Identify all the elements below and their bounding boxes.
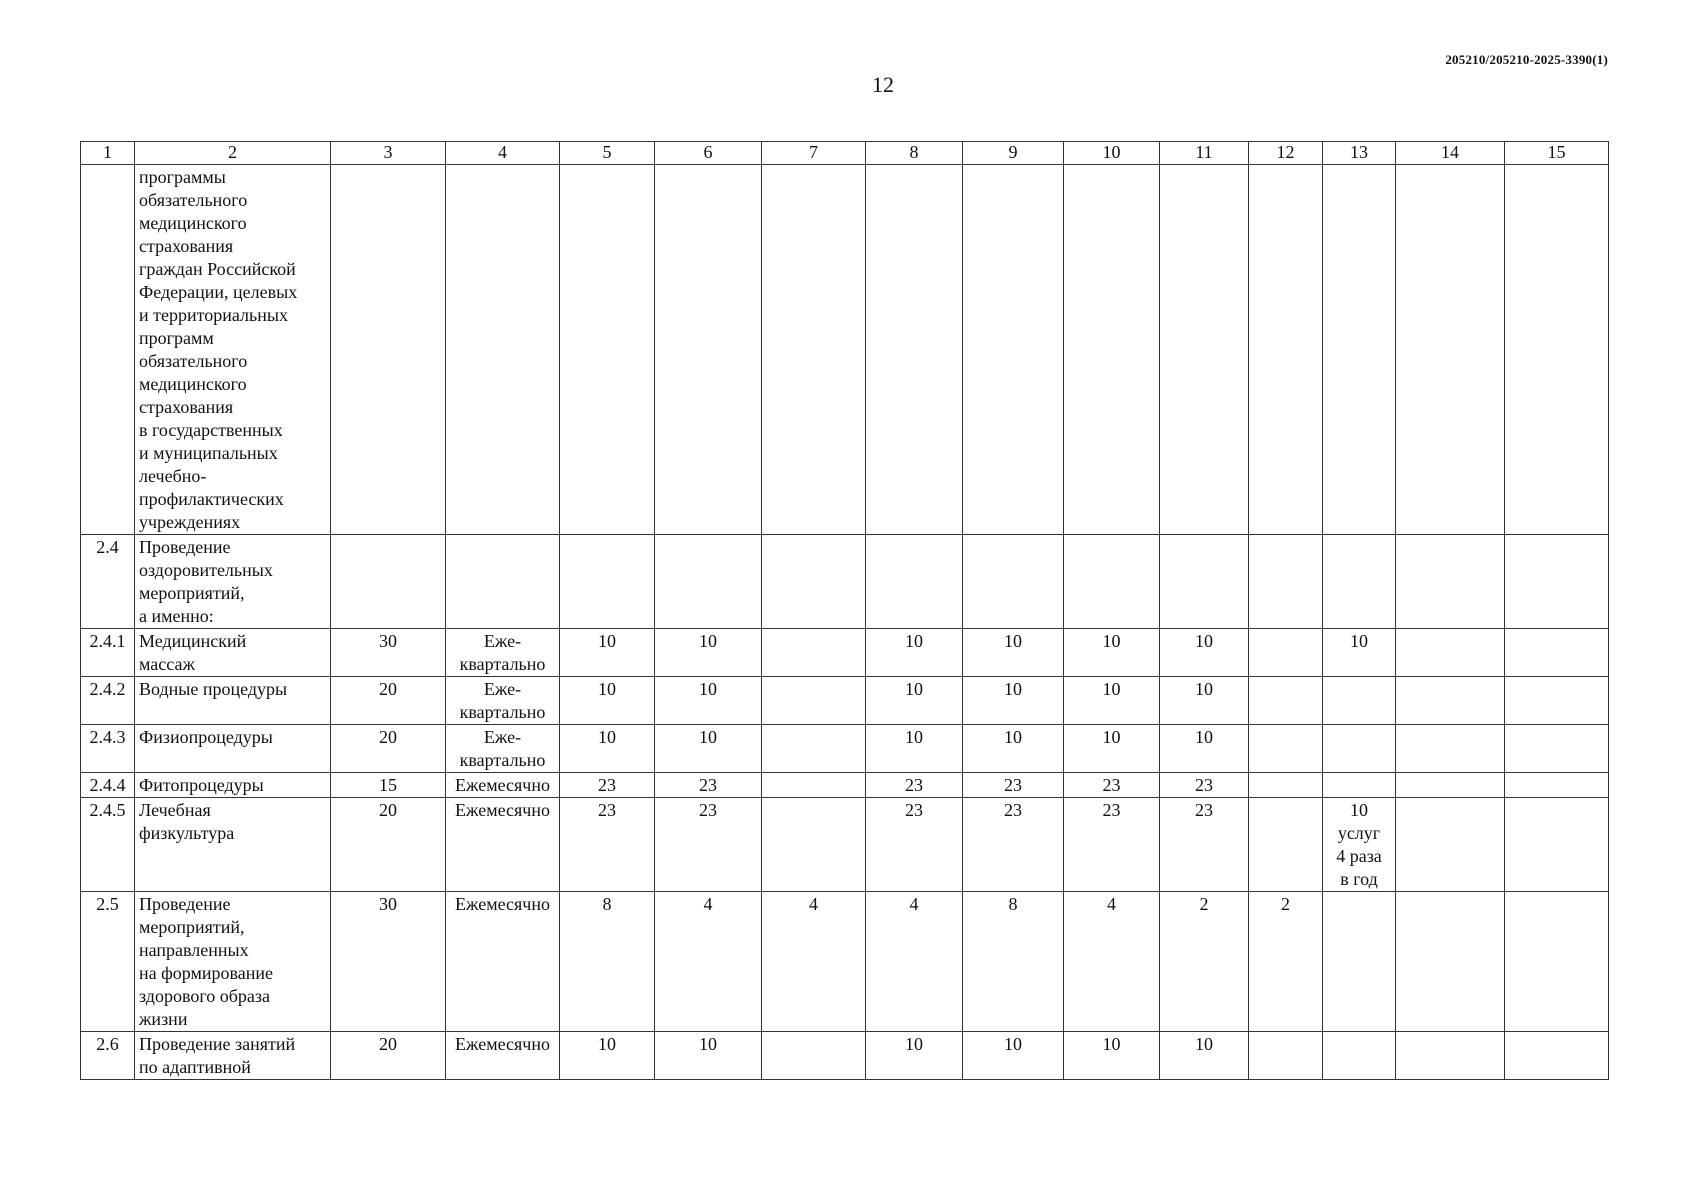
- quantity-cell: 30: [331, 629, 446, 677]
- table-row: [81, 1032, 1609, 1080]
- value-cell-c8: 23: [866, 773, 963, 798]
- value-cell-c15: [1505, 773, 1609, 798]
- value-line-c13: 4 раза: [1336, 846, 1382, 866]
- table-row: [81, 677, 1609, 725]
- value-cell-c8: [866, 165, 963, 535]
- value-cell-c15: [1505, 1032, 1609, 1080]
- table-row: [81, 798, 1609, 892]
- value-cell-c11: 10: [1160, 677, 1249, 725]
- row-name-line: Федерации, целевых: [139, 282, 298, 302]
- row-name-line: Проведение: [139, 537, 231, 557]
- value-cell-c8: 10: [866, 1032, 963, 1080]
- value-cell-c14: [1396, 629, 1505, 677]
- value-cell-c13: [1323, 892, 1396, 1032]
- column-header-2: 2: [135, 142, 331, 165]
- row-name-line: программы: [139, 167, 226, 187]
- value-cell-c10: 4: [1064, 892, 1160, 1032]
- frequency-cell: [446, 165, 560, 535]
- services-table: [80, 141, 1609, 1080]
- row-name-line: обязательного: [139, 190, 248, 210]
- value-cell-c10: [1064, 535, 1160, 629]
- row-name-cell: [135, 535, 331, 629]
- row-name-line: медицинского: [139, 374, 247, 394]
- column-header-5: 5: [560, 142, 655, 165]
- row-code-cell: 2.4.5: [81, 798, 135, 892]
- value-cell-c6: 23: [655, 773, 762, 798]
- value-cell-c6: [655, 535, 762, 629]
- column-header-3: 3: [331, 142, 446, 165]
- header-row: [81, 142, 1609, 165]
- row-name-line: страхования: [139, 236, 234, 256]
- value-cell-c12: [1249, 629, 1323, 677]
- value-cell-c7: [762, 1032, 866, 1080]
- row-code-cell: 2.4: [81, 535, 135, 629]
- row-name-cell: [135, 798, 331, 892]
- row-code-cell: [81, 165, 135, 535]
- row-name-line: здорового образа: [139, 986, 271, 1006]
- row-name-line: направленных: [139, 940, 249, 960]
- value-cell-c11: 23: [1160, 773, 1249, 798]
- value-cell-c13: [1323, 677, 1396, 725]
- value-cell-c11: 2: [1160, 892, 1249, 1032]
- value-cell-c7: [762, 535, 866, 629]
- table-body: [81, 165, 1609, 1080]
- value-cell-c10: 23: [1064, 798, 1160, 892]
- value-cell-c6: 10: [655, 629, 762, 677]
- row-name-line: Физиопроцедуры: [139, 727, 273, 747]
- value-cell-c14: [1396, 165, 1505, 535]
- value-cell-c7: [762, 725, 866, 773]
- row-name-cell: [135, 773, 331, 798]
- document-id: 205210/205210-2025-3390(1): [1445, 52, 1608, 67]
- value-cell-c14: [1396, 773, 1505, 798]
- table-row: [81, 892, 1609, 1032]
- frequency-line: Ежемесячно: [455, 775, 550, 795]
- value-cell-c12: [1249, 798, 1323, 892]
- row-name-line: Лечебная: [139, 800, 211, 820]
- column-header-4: 4: [446, 142, 560, 165]
- quantity-cell: 20: [331, 677, 446, 725]
- value-cell-c5: 10: [560, 629, 655, 677]
- value-cell-c15: [1505, 725, 1609, 773]
- row-name-line: страхования: [139, 397, 234, 417]
- quantity-cell: 15: [331, 773, 446, 798]
- value-cell-c7: [762, 629, 866, 677]
- value-cell-c9: 10: [963, 725, 1064, 773]
- value-cell-c14: [1396, 892, 1505, 1032]
- value-cell-c8: 10: [866, 677, 963, 725]
- quantity-cell: 30: [331, 892, 446, 1032]
- row-name-line: граждан Российской: [139, 259, 296, 279]
- column-header-14: 14: [1396, 142, 1505, 165]
- value-cell-c5: 8: [560, 892, 655, 1032]
- value-line-c13: в год: [1340, 869, 1378, 889]
- value-cell-c10: 10: [1064, 1032, 1160, 1080]
- frequency-cell: [446, 773, 560, 798]
- table-row: [81, 629, 1609, 677]
- value-cell-c14: [1396, 535, 1505, 629]
- frequency-cell: [446, 1032, 560, 1080]
- value-cell-c9: [963, 165, 1064, 535]
- row-code-cell: 2.4.2: [81, 677, 135, 725]
- frequency-cell: [446, 725, 560, 773]
- row-name-cell: [135, 725, 331, 773]
- column-header-11: 11: [1160, 142, 1249, 165]
- page-number: 12: [872, 72, 894, 97]
- value-cell-c10: 23: [1064, 773, 1160, 798]
- row-name-line: мероприятий,: [139, 583, 245, 603]
- frequency-cell: [446, 892, 560, 1032]
- column-header-9: 9: [963, 142, 1064, 165]
- frequency-line: Ежемесячно: [455, 1034, 550, 1054]
- table-row: [81, 165, 1609, 535]
- row-code-cell: 2.4.1: [81, 629, 135, 677]
- value-cell-c5: 10: [560, 1032, 655, 1080]
- frequency-line: Ежемесячно: [455, 894, 550, 914]
- value-cell-c8: 4: [866, 892, 963, 1032]
- row-name-cell: [135, 165, 331, 535]
- value-cell-c5: 10: [560, 677, 655, 725]
- value-cell-c13: [1323, 725, 1396, 773]
- row-name-line: в государственных: [139, 420, 283, 440]
- value-cell-c12: [1249, 165, 1323, 535]
- table-row: [81, 725, 1609, 773]
- row-name-line: и территориальных: [139, 305, 288, 325]
- column-header-15: 15: [1505, 142, 1609, 165]
- frequency-line: Ежемесячно: [455, 800, 550, 820]
- row-code-cell: 2.4.3: [81, 725, 135, 773]
- value-cell-c7: [762, 773, 866, 798]
- value-cell-c9: 10: [963, 629, 1064, 677]
- value-cell-c8: 10: [866, 629, 963, 677]
- value-cell-c15: [1505, 535, 1609, 629]
- value-cell-c12: [1249, 725, 1323, 773]
- value-cell-c11: 23: [1160, 798, 1249, 892]
- frequency-cell: [446, 677, 560, 725]
- value-cell-c14: [1396, 798, 1505, 892]
- value-cell-c9: 23: [963, 798, 1064, 892]
- value-cell-c11: [1160, 165, 1249, 535]
- value-cell-c11: 10: [1160, 725, 1249, 773]
- frequency-line: Еже-: [483, 679, 522, 699]
- value-cell-c13: [1323, 773, 1396, 798]
- value-line-c13: услуг: [1337, 823, 1381, 843]
- column-header-7: 7: [762, 142, 866, 165]
- frequency-line: Еже-: [483, 631, 522, 651]
- frequency-line: квартально: [459, 654, 546, 674]
- value-cell-c15: [1505, 629, 1609, 677]
- value-cell-c9: 10: [963, 677, 1064, 725]
- value-cell-c6: 10: [655, 725, 762, 773]
- table-row: [81, 535, 1609, 629]
- value-cell-c11: [1160, 535, 1249, 629]
- value-cell-c6: 10: [655, 1032, 762, 1080]
- value-cell-c7: [762, 677, 866, 725]
- row-name-line: обязательного: [139, 351, 248, 371]
- value-line-c13: 10: [1350, 631, 1368, 651]
- value-cell-c12: 2: [1249, 892, 1323, 1032]
- value-cell-c15: [1505, 892, 1609, 1032]
- row-name-cell: [135, 892, 331, 1032]
- value-cell-c9: 10: [963, 1032, 1064, 1080]
- value-cell-c13: [1323, 165, 1396, 535]
- value-cell-c8: [866, 535, 963, 629]
- frequency-line: Еже-: [483, 727, 522, 747]
- value-cell-c10: [1064, 165, 1160, 535]
- column-header-13: 13: [1323, 142, 1396, 165]
- row-name-line: программ: [139, 328, 214, 348]
- row-code-cell: 2.6: [81, 1032, 135, 1080]
- table-row: [81, 773, 1609, 798]
- frequency-line: квартально: [459, 702, 546, 722]
- row-name-cell: [135, 629, 331, 677]
- quantity-cell: 20: [331, 1032, 446, 1080]
- row-name-line: профилактических: [139, 489, 284, 509]
- row-name-line: учреждениях: [139, 512, 241, 532]
- value-cell-c13: [1323, 629, 1396, 677]
- value-cell-c5: 10: [560, 725, 655, 773]
- value-cell-c12: [1249, 535, 1323, 629]
- row-name-line: Фитопроцедуры: [139, 775, 264, 795]
- value-cell-c15: [1505, 677, 1609, 725]
- value-cell-c5: 23: [560, 773, 655, 798]
- row-name-cell: [135, 677, 331, 725]
- row-name-line: и муниципальных: [139, 443, 278, 463]
- frequency-cell: [446, 629, 560, 677]
- row-name-line: лечебно-: [139, 466, 207, 486]
- value-cell-c10: 10: [1064, 725, 1160, 773]
- value-cell-c12: [1249, 1032, 1323, 1080]
- value-cell-c5: [560, 535, 655, 629]
- row-name-line: мероприятий,: [139, 917, 245, 937]
- value-cell-c12: [1249, 677, 1323, 725]
- row-name-line: на формирование: [139, 963, 274, 983]
- value-cell-c14: [1396, 677, 1505, 725]
- value-cell-c14: [1396, 1032, 1505, 1080]
- frequency-line: квартально: [459, 750, 546, 770]
- quantity-cell: [331, 165, 446, 535]
- column-header-10: 10: [1064, 142, 1160, 165]
- frequency-cell: [446, 798, 560, 892]
- column-header-6: 6: [655, 142, 762, 165]
- frequency-cell: [446, 535, 560, 629]
- value-cell-c8: 23: [866, 798, 963, 892]
- row-name-line: Медицинский: [139, 631, 247, 651]
- column-header-12: 12: [1249, 142, 1323, 165]
- value-cell-c6: [655, 165, 762, 535]
- row-code-cell: 2.4.4: [81, 773, 135, 798]
- row-name-line: Проведение занятий: [139, 1034, 296, 1054]
- row-name-line: Проведение: [139, 894, 231, 914]
- value-cell-c9: [963, 535, 1064, 629]
- value-cell-c11: 10: [1160, 1032, 1249, 1080]
- row-name-line: а именно:: [139, 606, 214, 626]
- column-header-8: 8: [866, 142, 963, 165]
- value-line-c13: 10: [1350, 800, 1368, 820]
- quantity-cell: [331, 535, 446, 629]
- value-cell-c9: 23: [963, 773, 1064, 798]
- value-cell-c10: 10: [1064, 629, 1160, 677]
- value-cell-c13: [1323, 798, 1396, 892]
- value-cell-c5: 23: [560, 798, 655, 892]
- value-cell-c8: 10: [866, 725, 963, 773]
- row-name-line: оздоровительных: [139, 560, 273, 580]
- value-cell-c7: [762, 798, 866, 892]
- value-cell-c7: [762, 165, 866, 535]
- row-name-line: жизни: [139, 1009, 188, 1029]
- row-name-cell: [135, 1032, 331, 1080]
- value-cell-c6: 10: [655, 677, 762, 725]
- value-cell-c13: [1323, 1032, 1396, 1080]
- value-cell-c15: [1505, 165, 1609, 535]
- value-cell-c6: 23: [655, 798, 762, 892]
- row-name-line: Водные процедуры: [139, 679, 288, 699]
- value-cell-c12: [1249, 773, 1323, 798]
- row-name-line: по адаптивной: [139, 1057, 251, 1077]
- row-name-line: массаж: [139, 654, 195, 674]
- value-cell-c13: [1323, 535, 1396, 629]
- column-header-1: 1: [81, 142, 135, 165]
- value-cell-c6: 4: [655, 892, 762, 1032]
- value-cell-c7: 4: [762, 892, 866, 1032]
- value-cell-c9: 8: [963, 892, 1064, 1032]
- value-cell-c10: 10: [1064, 677, 1160, 725]
- value-cell-c14: [1396, 725, 1505, 773]
- row-name-line: медицинского: [139, 213, 247, 233]
- quantity-cell: 20: [331, 725, 446, 773]
- value-cell-c11: 10: [1160, 629, 1249, 677]
- row-code-cell: 2.5: [81, 892, 135, 1032]
- row-name-line: физкультура: [139, 823, 235, 843]
- value-cell-c15: [1505, 798, 1609, 892]
- quantity-cell: 20: [331, 798, 446, 892]
- value-cell-c5: [560, 165, 655, 535]
